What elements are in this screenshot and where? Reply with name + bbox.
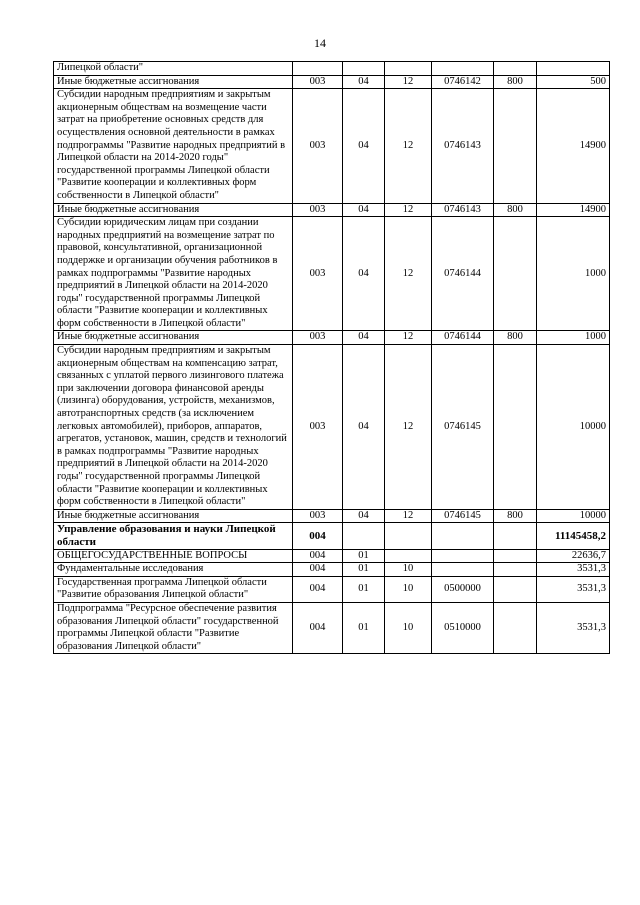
amount-cell: 3531,3 <box>537 576 610 602</box>
expense-type-cell <box>494 217 537 331</box>
target-article-cell: 0746143 <box>432 203 494 217</box>
row-name-cell: Иные бюджетные ассигнования <box>54 509 293 523</box>
amount-cell <box>537 62 610 76</box>
amount-cell: 1000 <box>537 331 610 345</box>
subsection-code-cell <box>385 523 432 549</box>
subsection-code-cell <box>385 549 432 563</box>
expense-type-cell <box>494 549 537 563</box>
section-code-cell: 04 <box>343 509 385 523</box>
subsection-code-cell: 12 <box>385 89 432 203</box>
amount-cell: 14900 <box>537 89 610 203</box>
admin-code-cell <box>293 62 343 76</box>
amount-cell: 1000 <box>537 217 610 331</box>
admin-code-cell: 003 <box>293 89 343 203</box>
admin-code-cell: 003 <box>293 75 343 89</box>
row-name-cell: Субсидии народным предприятиям и закрытым акционерным обществам на возмещение части затрат на приобретение основных средств для осуществления основной деятельности в рамках подпрограммы "Развитие народных предприятий в Липецкой области на 2014-2020 годы" государственной программы Липецкой области "Развитие кооперации и коллективных форм собственности в Липецкой области" <box>54 89 293 203</box>
table-row <box>54 576 610 602</box>
section-code-cell: 01 <box>343 602 385 653</box>
section-code-cell <box>343 62 385 76</box>
target-article-cell: 0746142 <box>432 75 494 89</box>
subsection-code-cell <box>385 62 432 76</box>
table-row <box>54 217 610 331</box>
expense-type-cell: 800 <box>494 203 537 217</box>
expense-type-cell: 800 <box>494 75 537 89</box>
subsection-code-cell: 12 <box>385 345 432 510</box>
table-row <box>54 62 610 76</box>
target-article-cell: 0746144 <box>432 217 494 331</box>
row-name-cell: Государственная программа Липецкой области "Развитие образования Липецкой области" <box>54 576 293 602</box>
row-name-cell: Управление образования и науки Липецкой области <box>54 523 293 549</box>
section-code-cell: 01 <box>343 549 385 563</box>
admin-code-cell: 004 <box>293 549 343 563</box>
target-article-cell: 0746143 <box>432 89 494 203</box>
admin-code-cell: 003 <box>293 217 343 331</box>
amount-cell: 500 <box>537 75 610 89</box>
row-name-cell: Субсидии юридическим лицам при создании народных предприятий на возмещение затрат по правовой, консультативной, организационной поддержке и организации обучения работников в рамках подпрограммы "Развитие народных предприятий в Липецкой области на 2014-2020 годы" государственной программы Липецкой области "Развитие кооперации и коллективных форм собственности в Липецкой области" <box>54 217 293 331</box>
subsection-code-cell: 12 <box>385 331 432 345</box>
section-code-cell: 04 <box>343 75 385 89</box>
section-code-cell: 01 <box>343 563 385 577</box>
subsection-code-cell: 10 <box>385 563 432 577</box>
table-row <box>54 602 610 653</box>
admin-code-cell: 003 <box>293 345 343 510</box>
target-article-cell <box>432 523 494 549</box>
amount-cell: 3531,3 <box>537 563 610 577</box>
subsection-code-cell: 12 <box>385 509 432 523</box>
subsection-code-cell: 12 <box>385 75 432 89</box>
target-article-cell <box>432 563 494 577</box>
target-article-cell: 0500000 <box>432 576 494 602</box>
target-article-cell: 0746144 <box>432 331 494 345</box>
admin-code-cell: 003 <box>293 509 343 523</box>
row-name-cell: Фундаментальные исследования <box>54 563 293 577</box>
section-code-cell: 04 <box>343 89 385 203</box>
admin-code-cell: 004 <box>293 563 343 577</box>
table-row <box>54 345 610 510</box>
target-article-cell <box>432 62 494 76</box>
section-code-cell: 04 <box>343 345 385 510</box>
expense-type-cell <box>494 89 537 203</box>
expense-type-cell <box>494 602 537 653</box>
table-row <box>54 549 610 563</box>
budget-table <box>53 61 610 654</box>
expense-type-cell <box>494 62 537 76</box>
table-row <box>54 523 610 549</box>
admin-code-cell: 004 <box>293 523 343 549</box>
amount-cell: 11145458,2 <box>537 523 610 549</box>
table-row <box>54 89 610 203</box>
expense-type-cell: 800 <box>494 509 537 523</box>
subsection-code-cell: 12 <box>385 217 432 331</box>
row-name-cell: Иные бюджетные ассигнования <box>54 203 293 217</box>
table-row <box>54 331 610 345</box>
section-code-cell <box>343 523 385 549</box>
section-code-cell: 04 <box>343 217 385 331</box>
row-name-cell: ОБЩЕГОСУДАРСТВЕННЫЕ ВОПРОСЫ <box>54 549 293 563</box>
admin-code-cell: 004 <box>293 576 343 602</box>
expense-type-cell: 800 <box>494 331 537 345</box>
row-name-cell: Иные бюджетные ассигнования <box>54 75 293 89</box>
subsection-code-cell: 10 <box>385 602 432 653</box>
expense-type-cell <box>494 345 537 510</box>
budget-table-body <box>54 62 610 654</box>
table-row <box>54 203 610 217</box>
row-name-cell: Липецкой области" <box>54 62 293 76</box>
amount-cell: 22636,7 <box>537 549 610 563</box>
subsection-code-cell: 10 <box>385 576 432 602</box>
amount-cell: 3531,3 <box>537 602 610 653</box>
expense-type-cell <box>494 523 537 549</box>
row-name-cell: Иные бюджетные ассигнования <box>54 331 293 345</box>
table-row <box>54 509 610 523</box>
target-article-cell: 0746145 <box>432 345 494 510</box>
admin-code-cell: 003 <box>293 331 343 345</box>
amount-cell: 10000 <box>537 345 610 510</box>
amount-cell: 10000 <box>537 509 610 523</box>
target-article-cell: 0746145 <box>432 509 494 523</box>
section-code-cell: 01 <box>343 576 385 602</box>
admin-code-cell: 003 <box>293 203 343 217</box>
expense-type-cell <box>494 576 537 602</box>
section-code-cell: 04 <box>343 203 385 217</box>
admin-code-cell: 004 <box>293 602 343 653</box>
amount-cell: 14900 <box>537 203 610 217</box>
row-name-cell: Подпрограмма "Ресурсное обеспечение развития образования Липецкой области" государственной программы Липецкой области "Развитие образования Липецкой области" <box>54 602 293 653</box>
page-number: 14 <box>314 36 326 50</box>
table-row <box>54 75 610 89</box>
section-code-cell: 04 <box>343 331 385 345</box>
table-row <box>54 563 610 577</box>
row-name-cell: Субсидии народным предприятиям и закрытым акционерным обществам на компенсацию затрат, связанных с уплатой первого лизингового платежа при заключении договора финансовой аренды (лизинга) оборудования, устройств, механизмов, автотранспортных средств (за исключением легковых автомобилей), приборов, аппаратов, агрегатов, установок, машин, средств и технологий в рамках подпрограммы "Развитие народных предприятий в Липецкой области на 2014-2020 годы" государственной программы Липецкой области "Развитие кооперации и коллективных форм собственности в Липецкой области" <box>54 345 293 510</box>
expense-type-cell <box>494 563 537 577</box>
target-article-cell <box>432 549 494 563</box>
target-article-cell: 0510000 <box>432 602 494 653</box>
subsection-code-cell: 12 <box>385 203 432 217</box>
